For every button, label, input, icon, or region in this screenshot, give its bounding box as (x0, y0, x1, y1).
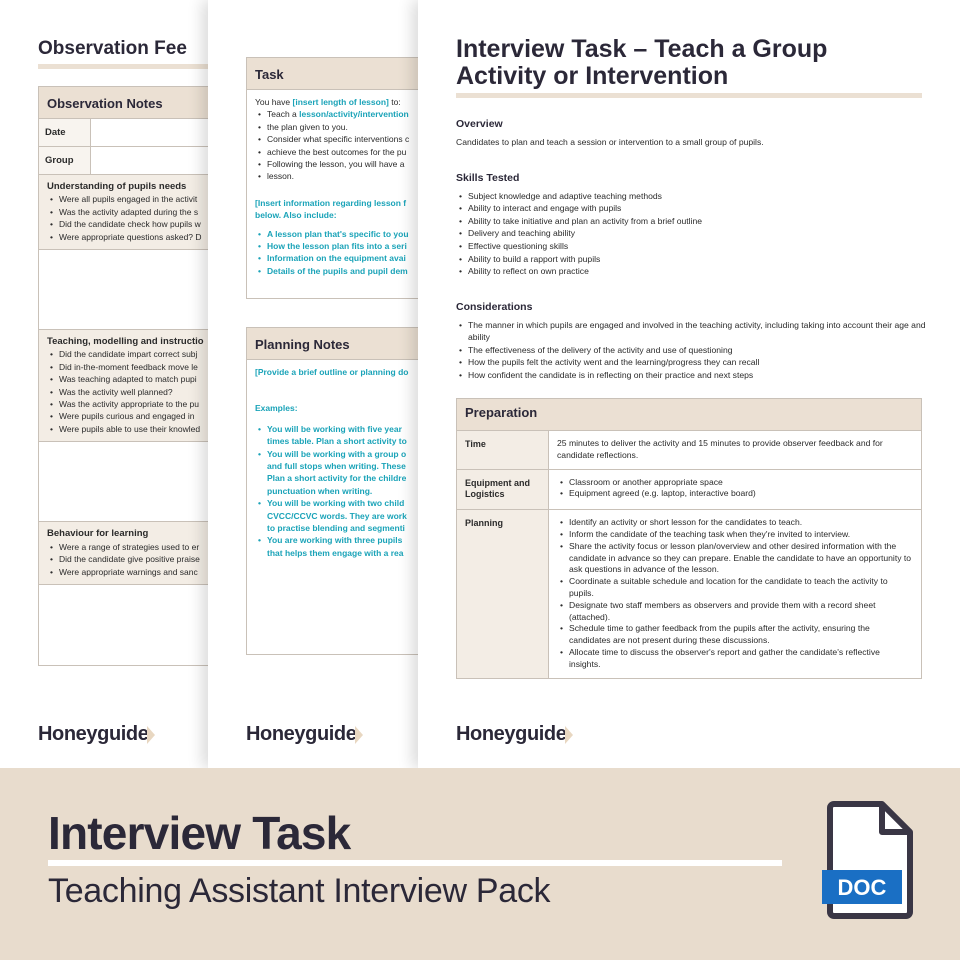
banner-subtitle: Teaching Assistant Interview Pack (48, 872, 551, 910)
row-value (549, 510, 921, 677)
product-banner (0, 768, 960, 960)
title-underline (456, 93, 922, 98)
list-item: • The effectiveness of the delivery of the activity and use of questioning (456, 344, 926, 357)
planning-header: Planning Notes (247, 328, 448, 360)
row-label: Planning (457, 510, 549, 677)
observation-table (38, 86, 230, 666)
list-item: • Teach a lesson/activity/intervention (255, 108, 448, 120)
table-row (39, 147, 230, 175)
banner-title: Interview Task (48, 807, 351, 859)
list-item: • Were pupils able to use their knowled (47, 423, 230, 435)
list-item: • Classroom or another appropriate space (557, 477, 913, 489)
file-type-label: DOC (837, 875, 887, 900)
list-item: • Share the activity focus or lesson plan/overview and other desired information with the candidate in advance so they can prepare. Enable the candidate to have an opportunity to ask questions in advance of the lesson. (557, 541, 913, 576)
row-label: Group (39, 147, 91, 174)
list-item: • lesson. (255, 170, 448, 182)
list-item: • Were appropriate questions asked? D (47, 231, 230, 243)
table-row (39, 119, 230, 147)
list-item: • Was the activity adapted during the s (47, 206, 230, 218)
row-label: Date (39, 119, 91, 146)
brand-logo: Honeyguide (456, 723, 573, 746)
table-row (457, 510, 921, 677)
task-intro: You have [insert length of lesson] to: (255, 97, 401, 107)
list-item: • How confident the candidate is in reflecting on their practice and next steps (456, 369, 926, 382)
skills-section (456, 172, 926, 278)
list-item: • Identify an activity or short lesson for the candidates to teach. (557, 517, 913, 529)
examples-label: Examples: (255, 403, 298, 414)
table-header: Preparation (457, 399, 921, 431)
document-page-task (208, 0, 448, 768)
brand-logo: Honeyguide (38, 723, 155, 746)
list-item: • You will be working with two child CVCC/CCVC words. They are work to practise blending and segmenti (255, 497, 448, 534)
list-item: • The manner in which pupils are engaged and involved in the teaching activity, including taking into account their age and ability (456, 319, 926, 344)
list-item: • You are working with three pupils that helps them engage with a rea (255, 534, 448, 559)
section-teaching (39, 330, 230, 442)
info-text: [Insert information regarding lesson f (255, 197, 407, 208)
list-item: • A lesson plan that's specific to you (255, 228, 448, 240)
table-row (457, 431, 921, 470)
list-item: • Details of the pupils and pupil dem (255, 265, 448, 277)
brand-logo: Honeyguide (246, 723, 363, 746)
list-item: • Subject knowledge and adaptive teaching methods (456, 190, 926, 203)
list-item: • Were pupils curious and engaged in (47, 410, 230, 422)
list-item: • Were a range of strategies used to er (47, 541, 230, 553)
list-item: • Ability to build a rapport with pupils (456, 253, 926, 266)
list-item: • Inform the candidate of the teaching task when they're invited to interview. (557, 529, 913, 541)
doc-file-icon (820, 800, 916, 920)
section-behaviour (39, 522, 230, 585)
title-underline (38, 64, 230, 69)
list-item: • Ability to take initiative and plan an activity from a brief outline (456, 215, 926, 228)
list-item: • You will be working with a group o and full stops when writing. These Plan a short activity for the childre punctuation when writing. (255, 448, 448, 498)
notes-area (39, 585, 230, 665)
info-text: below. Also include: (255, 210, 337, 221)
list-item: • Effective questioning skills (456, 240, 926, 253)
list-item: • How the lesson plan fits into a seri (255, 240, 448, 252)
section-heading: Overview (456, 118, 503, 130)
list-item: • Was the activity appropriate to the pu (47, 398, 230, 410)
document-page-interview-task (418, 0, 960, 768)
row-value: 25 minutes to deliver the activity and 15 minutes to provide observer feedback and for candidate reflections. (557, 438, 883, 460)
page-title: Interview Task – Teach a Group Activity or Intervention (456, 35, 828, 90)
section-heading: Understanding of pupils needs (47, 181, 187, 192)
list-item: • Information on the equipment avai (255, 252, 448, 264)
section-heading: Skills Tested (456, 172, 520, 184)
list-item: • Was the activity well planned? (47, 386, 230, 398)
table-header: Observation Notes (39, 87, 230, 119)
list-item: • Designate two staff members as observers and provide them with a record sheet (attached). (557, 600, 913, 624)
page-title: Observation Fee (38, 38, 187, 59)
list-item: • Equipment agreed (e.g. laptop, interactive board) (557, 488, 913, 500)
planning-intro: [Provide a brief outline or planning do (255, 367, 409, 377)
section-heading: Considerations (456, 301, 533, 313)
list-item: • Schedule time to gather feedback from the pupils after the activity, ensuring the candidates are not present during these discussions. (557, 623, 913, 647)
list-item: • Did the candidate impart correct subj (47, 348, 230, 360)
list-item: • achieve the best outcomes for the pu (255, 146, 448, 158)
list-item: • Did in-the-moment feedback move le (47, 361, 230, 373)
table-row (457, 470, 921, 511)
notes-area (39, 250, 230, 330)
overview-text: Candidates to plan and teach a session or intervention to a small group of pupils. (456, 136, 764, 147)
list-item: • Coordinate a suitable schedule and location for the candidate to teach the activity to pupils. (557, 576, 913, 600)
list-item: • Ability to interact and engage with pupils (456, 202, 926, 215)
list-item: • Ability to reflect on own practice (456, 265, 926, 278)
list-item: • Were appropriate warnings and sanc (47, 566, 230, 578)
list-item: • Did the candidate check how pupils w (47, 218, 230, 230)
list-item: • Consider what specific interventions c (255, 133, 448, 145)
task-header: Task (247, 58, 448, 90)
row-label: Time (457, 431, 549, 469)
row-value (549, 470, 921, 510)
notes-area (39, 442, 230, 522)
preparation-table (456, 398, 922, 679)
list-item: • How the pupils felt the activity went and the learning/progress they can recall (456, 356, 926, 369)
list-item: • Was teaching adapted to match pupi (47, 373, 230, 385)
considerations-section (456, 301, 926, 382)
list-item: • You will be working with five year times table. Plan a short activity to (255, 423, 448, 448)
row-label: Equipment and Logistics (457, 470, 549, 510)
list-item: • the plan given to you. (255, 121, 448, 133)
list-item: • Were all pupils engaged in the activit (47, 193, 230, 205)
list-item: • Delivery and teaching ability (456, 227, 926, 240)
list-item: • Following the lesson, you will have a (255, 158, 448, 170)
section-understanding (39, 175, 230, 250)
banner-divider (48, 860, 782, 866)
list-item: • Allocate time to discuss the observer's report and gather the candidate's reflective insights. (557, 647, 913, 671)
document-page-observation (0, 0, 230, 768)
overview-section (456, 118, 926, 148)
section-heading: Teaching, modelling and instructio (47, 336, 204, 348)
list-item: • Did the candidate give positive praise (47, 553, 230, 565)
section-heading: Behaviour for learning (47, 528, 149, 540)
